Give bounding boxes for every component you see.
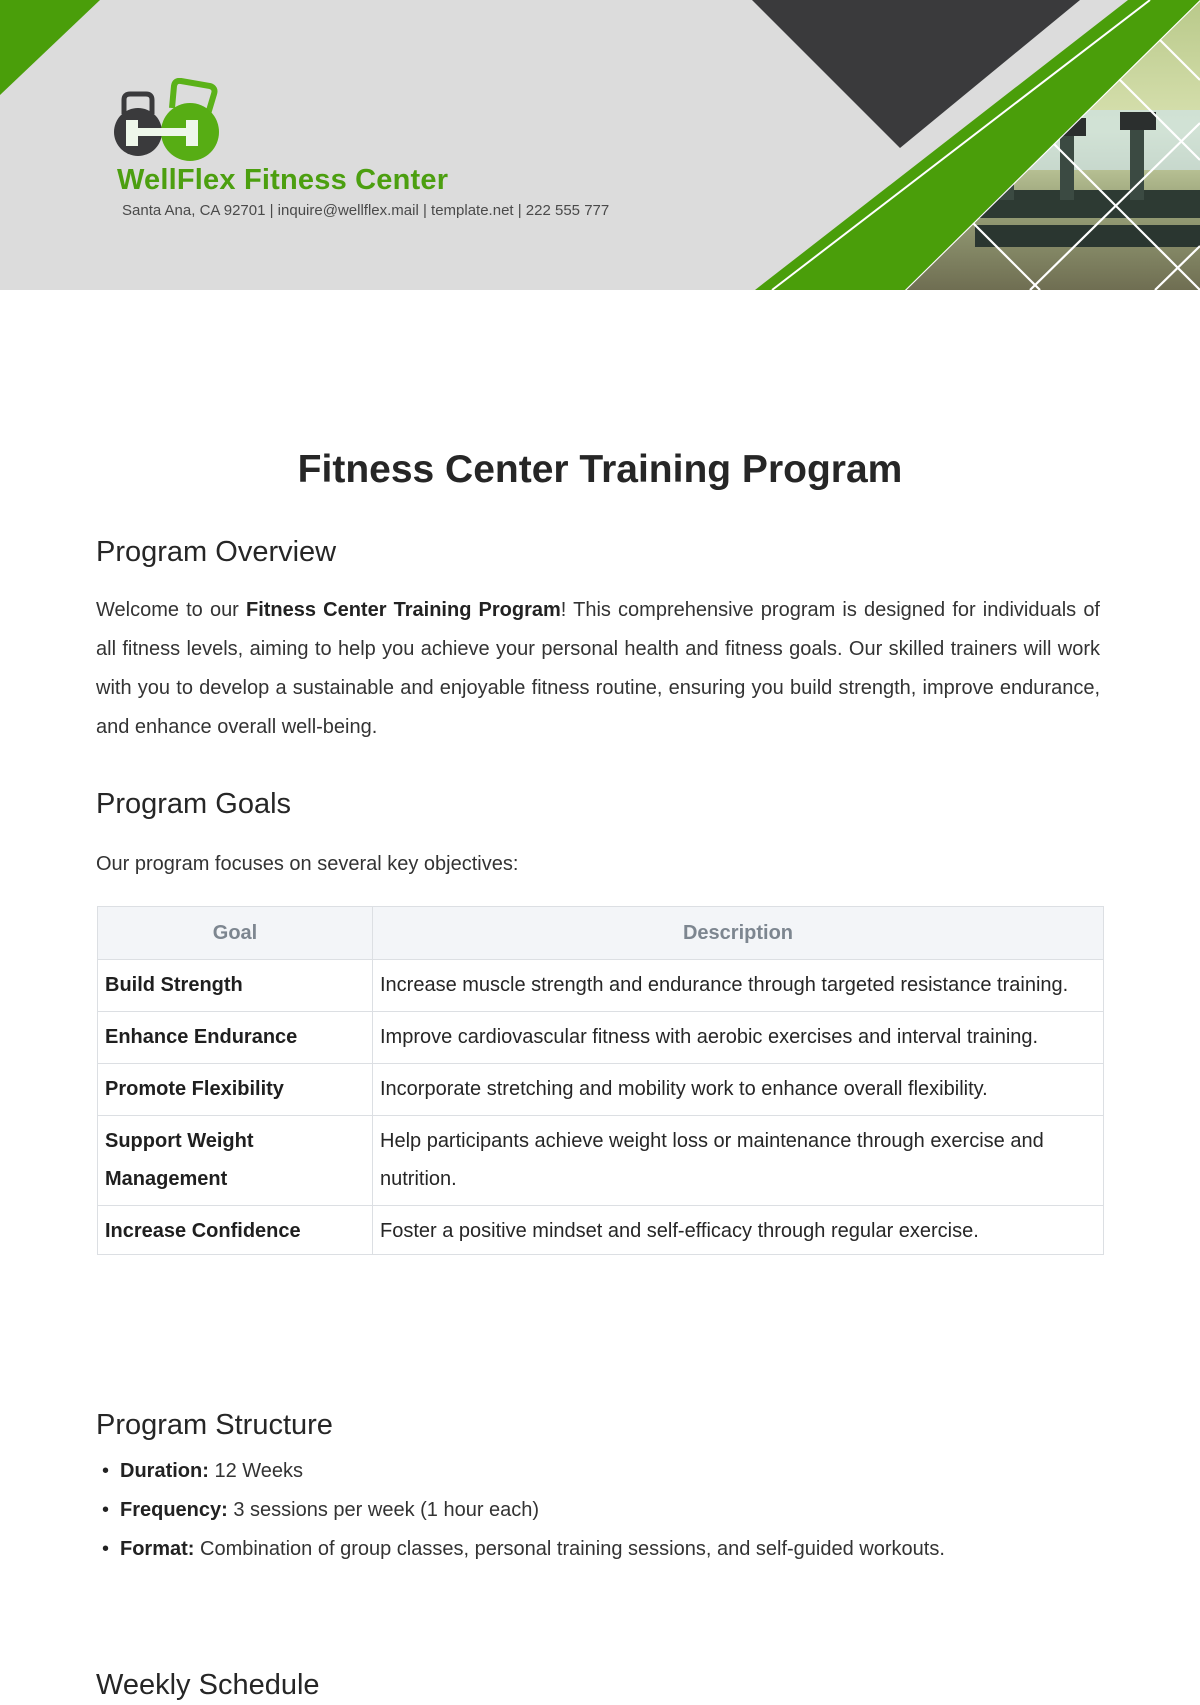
overview-bold-program-name: Fitness Center Training Program xyxy=(245,599,561,621)
description-cell: Incorporate stretching and mobility work to enhance overall flexibility. xyxy=(373,1064,1104,1116)
list-item xyxy=(96,1491,1076,1530)
goal-cell: Build Strength xyxy=(98,960,373,1012)
list-item-value: 12 Weeks xyxy=(214,1460,304,1482)
company-contact-line: Santa Ana, CA 92701 | inquire@wellflex.mail | template.net | 222 555 777 xyxy=(122,202,610,219)
description-cell: Increase muscle strength and endurance through targeted resistance training. xyxy=(373,960,1104,1012)
section-heading-structure: Program Structure xyxy=(96,1409,333,1441)
goal-cell: Support Weight Management xyxy=(98,1116,373,1206)
list-item xyxy=(96,1452,1076,1491)
list-item-value: 3 sessions per week (1 hour each) xyxy=(233,1499,540,1521)
list-item-value: Combination of group classes, personal training sessions, and self-guided workouts. xyxy=(200,1538,945,1560)
corner-accent xyxy=(0,0,100,95)
letterhead-banner xyxy=(0,0,1200,290)
goals-table xyxy=(97,906,1104,1255)
list-item-label: Frequency: xyxy=(120,1499,228,1521)
goal-cell: Enhance Endurance xyxy=(98,1012,373,1064)
description-cell: Help participants achieve weight loss or maintenance through exercise and nutrition. xyxy=(373,1116,1104,1206)
overview-paragraph xyxy=(96,591,1100,747)
overview-text-start: Welcome to our xyxy=(96,599,246,621)
table-row xyxy=(98,1116,1104,1206)
company-name: WellFlex Fitness Center xyxy=(117,164,449,196)
document-body xyxy=(96,440,1104,1701)
table-row xyxy=(98,1064,1104,1116)
section-heading-overview: Program Overview xyxy=(96,536,337,568)
table-row xyxy=(98,1012,1104,1064)
document-title: Fitness Center Training Program xyxy=(297,448,903,491)
structure-list xyxy=(96,1452,1076,1569)
table-row xyxy=(98,960,1104,1012)
description-cell: Foster a positive mindset and self-efficacy through regular exercise. xyxy=(373,1206,1104,1255)
table-header-row xyxy=(98,907,1104,960)
goal-cell: Increase Confidence xyxy=(98,1206,373,1255)
list-item-label: Duration: xyxy=(120,1460,209,1482)
description-cell: Improve cardiovascular fitness with aerobic exercises and interval training. xyxy=(373,1012,1104,1064)
section-heading-goals: Program Goals xyxy=(96,788,292,820)
goals-intro: Our program focuses on several key objectives: xyxy=(96,853,519,875)
list-item-label: Format: xyxy=(120,1538,195,1560)
list-item xyxy=(96,1530,1076,1569)
column-header-description: Description xyxy=(373,907,1104,960)
table-row xyxy=(98,1206,1104,1255)
column-header-goal: Goal xyxy=(98,907,373,960)
goal-cell: Promote Flexibility xyxy=(98,1064,373,1116)
overview-text-end: ! This comprehensive program is designed for individuals of all fitness levels, aiming to help you achieve your personal health and fitness goals. Our skilled trainers will work with you to develop a sustainable and enjoyable fitness routine, ensuring you build strength, improve endurance, and enhance overall well-being. xyxy=(96,599,1100,738)
kettlebell-logo-icon xyxy=(114,78,234,162)
section-heading-schedule: Weekly Schedule xyxy=(96,1669,320,1701)
